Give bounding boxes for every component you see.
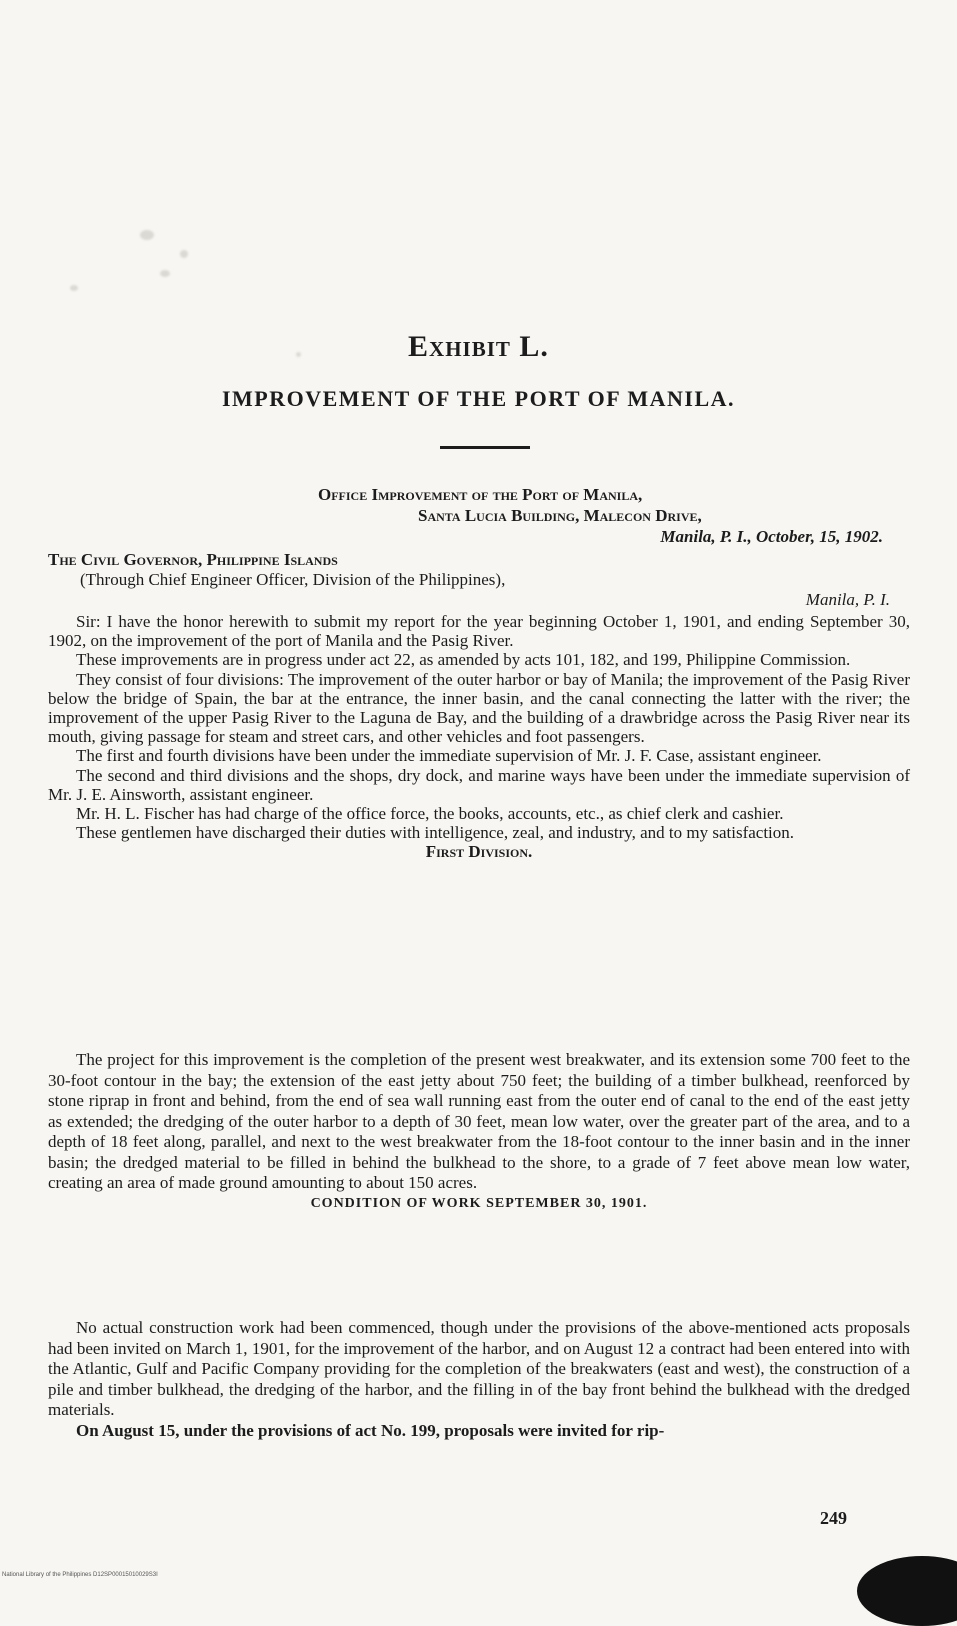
paragraph-continued: On August 15, under the provisions of act No. 199, proposals were invited for rip-	[76, 1420, 665, 1440]
paragraph: The project for this improvement is the completion of the present west breakwater, and its extension some 700 feet to the 30-foot contour in the bay; the extension of the east jetty about 750 feet; the building of a timber bulkhead, reenforced by stone riprap in front and behind, from the end of sea wall running east from the outer end of canal to the end of the east jetty as extended; the dredging of the outer harbor to a depth of 30 feet, mean low water, over the greater part of the area, and to a depth of 18 feet along, parallel, and next to the west breakwater from the 18-foot contour to the inner basin and in the inner basin; the dredged material to be filled in behind the bulkhead to the shore, to a grade of 7 feet above mean low water, creating an area of made ground amounting to about 150 acres.	[48, 1050, 910, 1192]
paragraph: They consist of four divisions: The improvement of the outer harbor or bay of Manila; the improvement of the Pasig River below the bridge of Spain, the bar at the entrance, the inner basin, and the canal connecting the latter with the river; the improvement of the upper Pasig River to the Laguna de Bay, and the building of a drawbridge across the Pasig River near its mouth, giving passage for steam and street cars, and other vehicles and foot passengers.	[48, 669, 910, 747]
addressee-block	[48, 550, 910, 610]
first-division-section	[48, 1050, 910, 1214]
addressee-line-1: The Civil Governor, Philippine Islands	[48, 550, 338, 569]
title-rule	[440, 446, 530, 449]
page-number: 249	[820, 1508, 847, 1528]
addressee-line-2: (Through Chief Engineer Officer, Division of the Philippines),	[80, 570, 506, 589]
page-smudge	[160, 270, 170, 277]
page-smudge	[140, 230, 154, 240]
condition-heading: CONDITION OF WORK SEPTEMBER 30, 1901.	[310, 1195, 648, 1211]
paragraph: The first and fourth divisions have been under the immediate supervision of Mr. J. F. Case, assistant engineer.	[76, 746, 822, 766]
first-division-heading: First Division.	[425, 842, 533, 862]
scan-footer: National Library of the Philippines D12SP00015010029S3I	[2, 1572, 158, 1578]
paragraph: These improvements are in progress under act 22, as amended by acts 101, 182, and 199, Philippine Commission.	[76, 650, 851, 670]
paragraph: No actual construction work had been commenced, though under the provisions of the above-mentioned acts proposals had been invited on March 1, 1901, for the improvement of the harbor, and on August 12 a contract had been entered into with the Atlantic, Gulf and Pacific Company providing for the completion of the breakwaters (east and west), the construction of a pile and timber bulkhead, the dredging of the harbor, and the filling in of the bay front behind the bulkhead with the dredged materials.	[48, 1318, 910, 1419]
paragraph: The second and third divisions and the shops, dry dock, and marine ways have been under the immediate supervision of Mr. J. E. Ainsworth, assistant engineer.	[48, 765, 910, 804]
office-line-1: Office Improvement of the Port of Manila,	[318, 485, 643, 504]
page-smudge	[70, 285, 78, 291]
addressee-line-3: Manila, P. I.	[805, 590, 890, 609]
page-smudge	[180, 250, 188, 258]
office-line-2: Santa Lucia Building, Malecon Drive,	[418, 506, 702, 525]
exhibit-heading: Exhibit L.	[408, 330, 549, 363]
paragraph: Mr. H. L. Fischer has had charge of the office force, the books, accounts, etc., as chief clerk and cashier.	[76, 804, 784, 824]
scan-corner-shadow	[857, 1556, 957, 1626]
intro-section	[48, 612, 910, 862]
document-title: IMPROVEMENT OF THE PORT OF MANILA.	[221, 386, 736, 411]
condition-section	[48, 1318, 910, 1441]
office-date-line: Manila, P. I., October, 15, 1902.	[660, 527, 883, 546]
paragraph: Sir: I have the honor herewith to submit my report for the year beginning October 1, 1901, and ending September 30, 1902, on the improvement of the port of Manila and the Pasig River.	[48, 612, 910, 651]
paragraph: These gentlemen have discharged their duties with intelligence, zeal, and industry, and to my satisfaction.	[76, 823, 795, 843]
